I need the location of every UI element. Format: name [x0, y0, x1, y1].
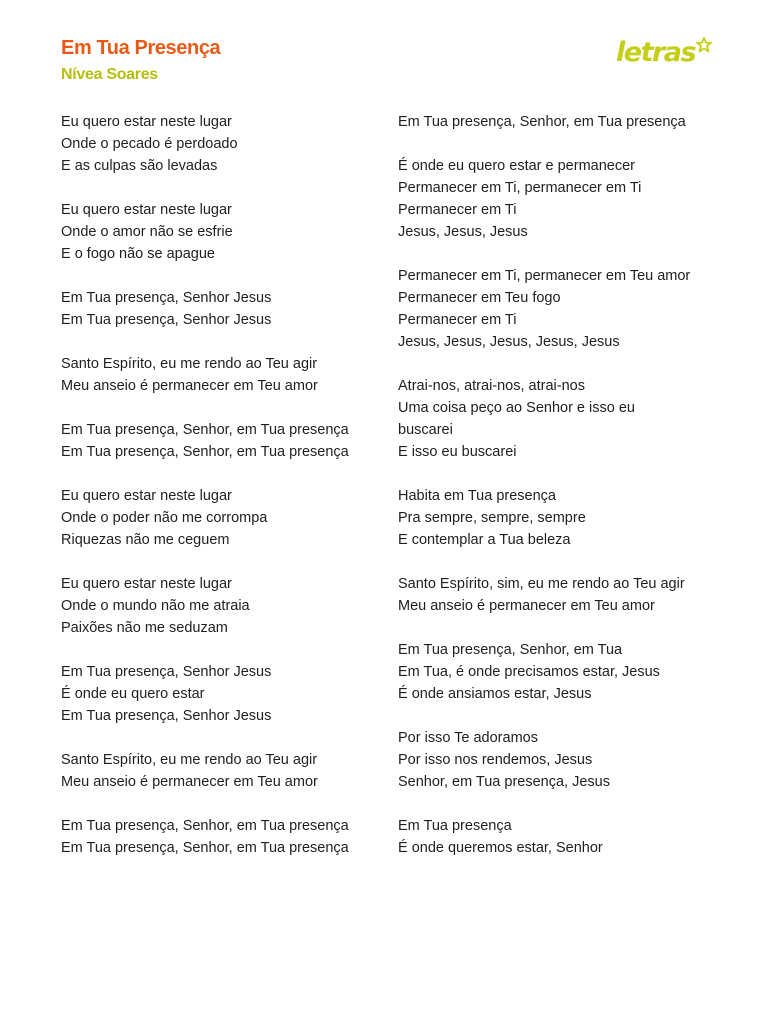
stanza	[61, 111, 381, 177]
lyric-line: Onde o poder não me corrompa	[61, 510, 268, 526]
lyric-line: Permanecer em Ti	[398, 312, 517, 328]
lyric-line: Em Tua presença, Senhor, em Tua presença	[61, 818, 349, 834]
lyric-line: Riquezas não me ceguem	[61, 532, 230, 548]
lyric-line: Onde o amor não se esfrie	[61, 224, 233, 240]
stanza	[61, 661, 381, 727]
lyric-line: Em Tua presença, Senhor, em Tua	[398, 642, 623, 658]
lyric-line: Jesus, Jesus, Jesus	[398, 224, 528, 240]
lyric-line: Meu anseio é permanecer em Teu amor	[61, 774, 318, 790]
lyric-line: Permanecer em Ti	[398, 202, 517, 218]
lyric-line: E isso eu buscarei	[398, 444, 517, 460]
lyric-line: Pra sempre, sempre, sempre	[398, 510, 586, 526]
lyrics-column-left	[61, 111, 381, 881]
lyric-line: Permanecer em Teu fogo	[398, 290, 561, 306]
star-icon	[697, 38, 711, 52]
stanza	[398, 639, 721, 705]
stanza	[61, 287, 381, 331]
lyric-line: Em Tua presença	[398, 818, 512, 834]
lyric-line: Eu quero estar neste lugar	[61, 488, 232, 504]
lyric-line: Em Tua presença, Senhor Jesus	[61, 664, 272, 680]
lyric-line: Meu anseio é permanecer em Teu amor	[398, 598, 655, 614]
lyric-line: Onde o mundo não me atraia	[61, 598, 250, 614]
stanza	[398, 815, 721, 859]
lyric-line: E o fogo não se apague	[61, 246, 215, 262]
stanza	[398, 727, 721, 793]
lyric-line: Uma coisa peço ao Senhor e isso eu	[398, 400, 635, 416]
lyric-line: É onde eu quero estar	[61, 686, 205, 702]
lyric-line: Por isso nos rendemos, Jesus	[398, 752, 593, 768]
lyric-line: E as culpas são levadas	[61, 158, 218, 174]
lyric-line: Santo Espírito, eu me rendo ao Teu agir	[61, 356, 318, 372]
lyric-line: É onde ansiamos estar, Jesus	[398, 686, 592, 702]
lyric-line: Habita em Tua presença	[398, 488, 556, 504]
lyric-line: Eu quero estar neste lugar	[61, 576, 232, 592]
lyric-line: Meu anseio é permanecer em Teu amor	[61, 378, 318, 394]
lyric-line: buscarei	[398, 422, 453, 438]
lyric-line: Santo Espírito, eu me rendo ao Teu agir	[61, 752, 318, 768]
stanza	[398, 111, 721, 133]
lyric-line: É onde eu quero estar e permanecer	[398, 158, 635, 174]
stanza	[398, 155, 721, 243]
stanza	[398, 375, 721, 463]
lyric-line: Em Tua presença, Senhor Jesus	[61, 312, 272, 328]
lyric-line: Em Tua, é onde precisamos estar, Jesus	[398, 664, 660, 680]
stanza	[61, 815, 381, 859]
lyric-line: Eu quero estar neste lugar	[61, 202, 232, 218]
lyric-line: Em Tua presença, Senhor, em Tua presença	[398, 114, 686, 130]
stanza	[61, 485, 381, 551]
stanza	[398, 265, 721, 353]
lyric-line: Em Tua presença, Senhor, em Tua presença	[61, 444, 349, 460]
stanza	[61, 573, 381, 639]
stanza	[61, 419, 381, 463]
lyric-line: Atrai-nos, atrai-nos, atrai-nos	[398, 378, 585, 394]
lyric-line: Em Tua presença, Senhor, em Tua presença	[61, 840, 349, 856]
lyrics-body	[61, 111, 721, 971]
lyric-line: Senhor, em Tua presença, Jesus	[398, 774, 610, 790]
stanza	[61, 749, 381, 793]
lyric-line: Em Tua presença, Senhor, em Tua presença	[61, 422, 349, 438]
lyric-line: Onde o pecado é perdoado	[61, 136, 238, 152]
lyric-line: Permanecer em Ti, permanecer em Ti	[398, 180, 642, 196]
lyric-line: Paixões não me seduzam	[61, 620, 228, 636]
lyric-line: Em Tua presença, Senhor Jesus	[61, 290, 272, 306]
stanza	[398, 485, 721, 551]
lyric-line: Jesus, Jesus, Jesus, Jesus, Jesus	[398, 334, 620, 350]
stanza	[61, 353, 381, 397]
stanza	[398, 573, 721, 617]
stanza	[61, 199, 381, 265]
song-title: Em Tua Presença	[61, 37, 221, 59]
lyric-line: Em Tua presença, Senhor Jesus	[61, 708, 272, 724]
letras-logo	[616, 36, 712, 70]
lyric-line: Santo Espírito, sim, eu me rendo ao Teu agir	[398, 576, 685, 592]
letras-logo-image	[616, 36, 712, 70]
lyric-line: Por isso Te adoramos	[398, 730, 538, 746]
lyric-line: Permanecer em Ti, permanecer em Teu amor	[398, 268, 691, 284]
page-header	[61, 36, 712, 96]
lyric-line: É onde queremos estar, Senhor	[398, 840, 603, 856]
logo-wordmark: letras	[616, 37, 696, 68]
lyric-line: Eu quero estar neste lugar	[61, 114, 232, 130]
lyrics-column-right	[398, 111, 721, 881]
lyric-line: E contemplar a Tua beleza	[398, 532, 571, 548]
artist-name: Nívea Soares	[61, 66, 158, 83]
